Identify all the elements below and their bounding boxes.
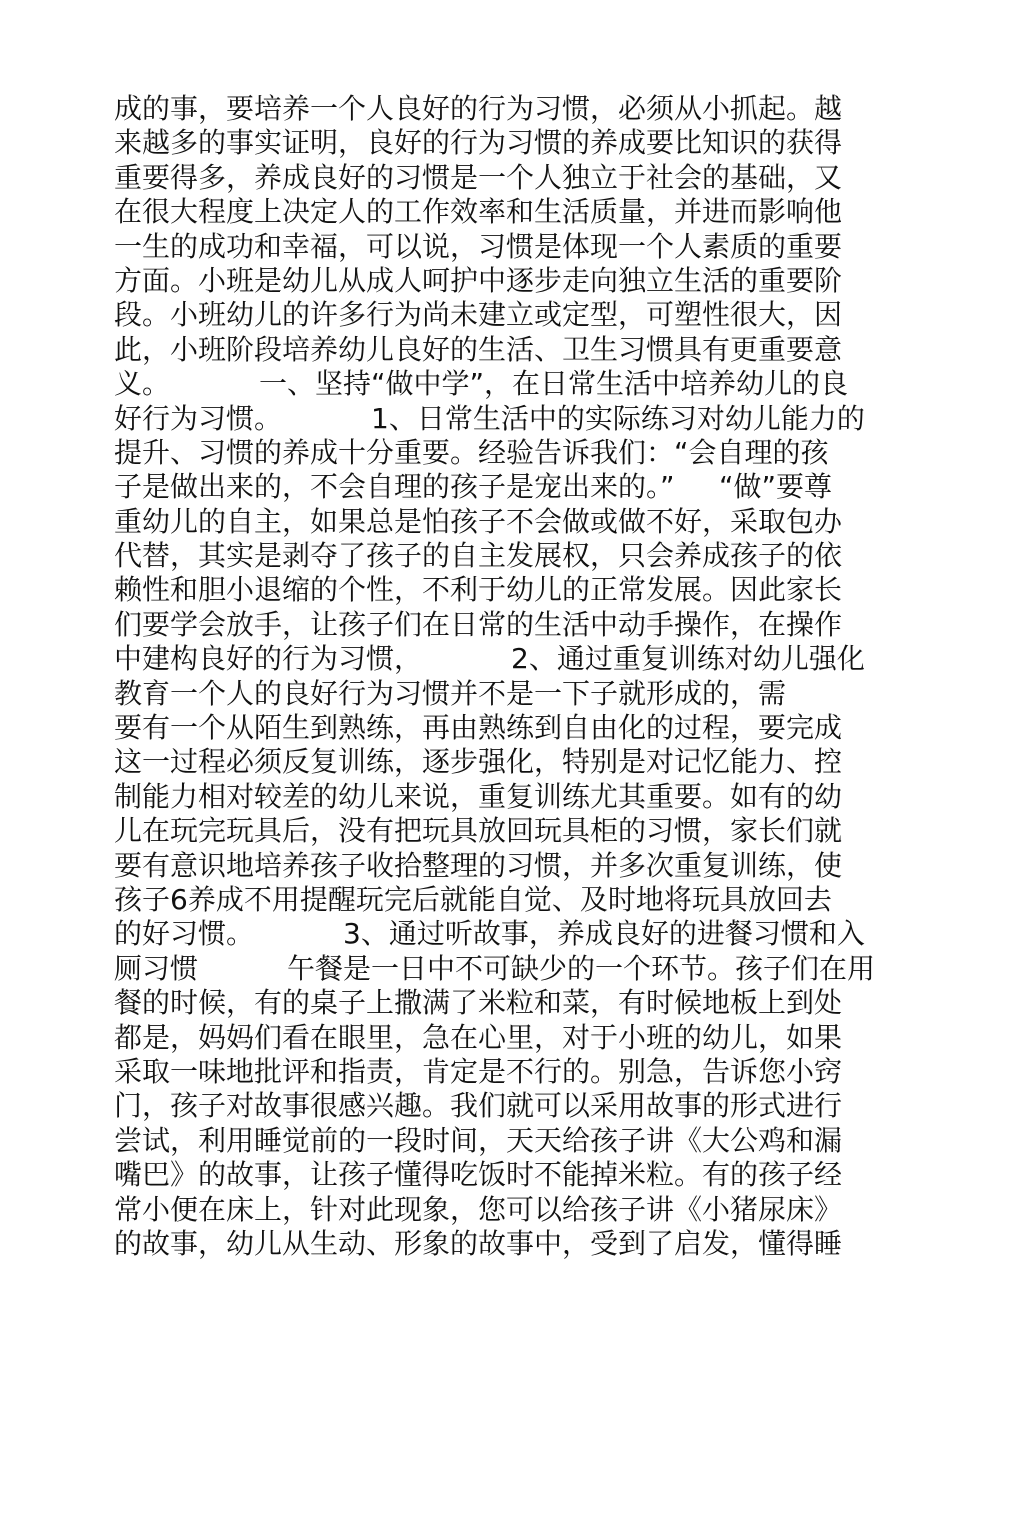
body-text [114, 92, 924, 1261]
text-line: 重要得多，养成良好的习惯是一个人独立于社会的基础，又 [114, 160, 843, 194]
text-line: 餐的时候，有的桌子上撒满了米粒和菜，有时候地板上到处 [114, 986, 843, 1020]
text-line: 代替，其实是剥夺了孩子的自主发展权，只会养成孩子的依 [114, 539, 843, 573]
text-line: 此，小班阶段培养幼儿良好的生活、卫生习惯具有更重要意 [114, 332, 843, 366]
text-line: 子是做出来的，不会自理的孩子是宠出来的。” “做”要尊 [114, 470, 833, 504]
text-line: 好行为习惯。 1、日常生活中的实际练习对幼儿能力的 [114, 401, 865, 435]
text-line: 教育一个人的良好行为习惯并不是一下子就形成的，需 [114, 676, 787, 710]
text-line: 采取一味地批评和指责，肯定是不行的。别急，告诉您小窍 [114, 1054, 843, 1088]
text-line: 来越多的事实证明，良好的行为习惯的养成要比知识的获得 [114, 126, 843, 160]
text-line: 提升、习惯的养成十分重要。经验告诉我们：“会自理的孩 [114, 435, 829, 469]
text-line: 在很大程度上决定人的工作效率和生活质量，并进而影响他 [114, 195, 843, 229]
text-line: 义。 一、坚持“做中学”，在日常生活中培养幼儿的良 [114, 367, 849, 401]
text-line: 重幼儿的自主，如果总是怕孩子不会做或做不好，采取包办 [114, 504, 843, 538]
text-line: 要有一个从陌生到熟练，再由熟练到自由化的过程，要完成 [114, 711, 843, 745]
text-line: 成的事，要培养一个人良好的行为习惯，必须从小抓起。越 [114, 92, 843, 125]
text-line: 们要学会放手，让孩子们在日常的生活中动手操作，在操作 [114, 607, 843, 641]
text-line: 这一过程必须反复训练，逐步强化，特别是对记忆能力、控 [114, 745, 843, 779]
text-line: 段。小班幼儿的许多行为尚未建立或定型，可塑性很大，因 [114, 298, 843, 332]
text-line: 方面。小班是幼儿从成人呵护中逐步走向独立生活的重要阶 [114, 263, 843, 297]
text-line: 中建构良好的行为习惯， 2、通过重复训练对幼儿强化 [114, 642, 865, 676]
text-line: 常小便在床上，针对此现象，您可以给孩子讲《小猪尿床》 [114, 1192, 843, 1226]
text-line: 制能力相对较差的幼儿来说，重复训练尤其重要。如有的幼 [114, 779, 843, 813]
text-line: 嘴巴》的故事，让孩子懂得吃饭时不能掉米粒。有的孩子经 [114, 1158, 843, 1192]
text-line: 一生的成功和幸福，可以说，习惯是体现一个人素质的重要 [114, 229, 843, 263]
text-line: 儿在玩完玩具后，没有把玩具放回玩具柜的习惯，家长们就 [114, 814, 843, 848]
text-line: 都是，妈妈们看在眼里，急在心里，对于小班的幼儿，如果 [114, 1020, 843, 1054]
text-line: 的故事，幼儿从生动、形象的故事中，受到了启发，懂得睡 [114, 1226, 843, 1260]
text-line: 尝试，利用睡觉前的一段时间，天天给孩子讲《大公鸡和漏 [114, 1123, 843, 1157]
text-line: 门，孩子对故事很感兴趣。我们就可以采用故事的形式进行 [114, 1089, 843, 1123]
text-line: 要有意识地培养孩子收拾整理的习惯，并多次重复训练，使 [114, 848, 843, 882]
text-line: 孩子6养成不用提醒玩完后就能自觉、及时地将玩具放回去 [114, 882, 832, 916]
text-line: 厕习惯 午餐是一日中不可缺少的一个环节。孩子们在用 [114, 951, 876, 985]
text-line: 赖性和胆小退缩的个性，不利于幼儿的正常发展。因此家长 [114, 573, 843, 607]
text-line: 的好习惯。 3、通过听故事，养成良好的进餐习惯和入 [114, 917, 865, 951]
